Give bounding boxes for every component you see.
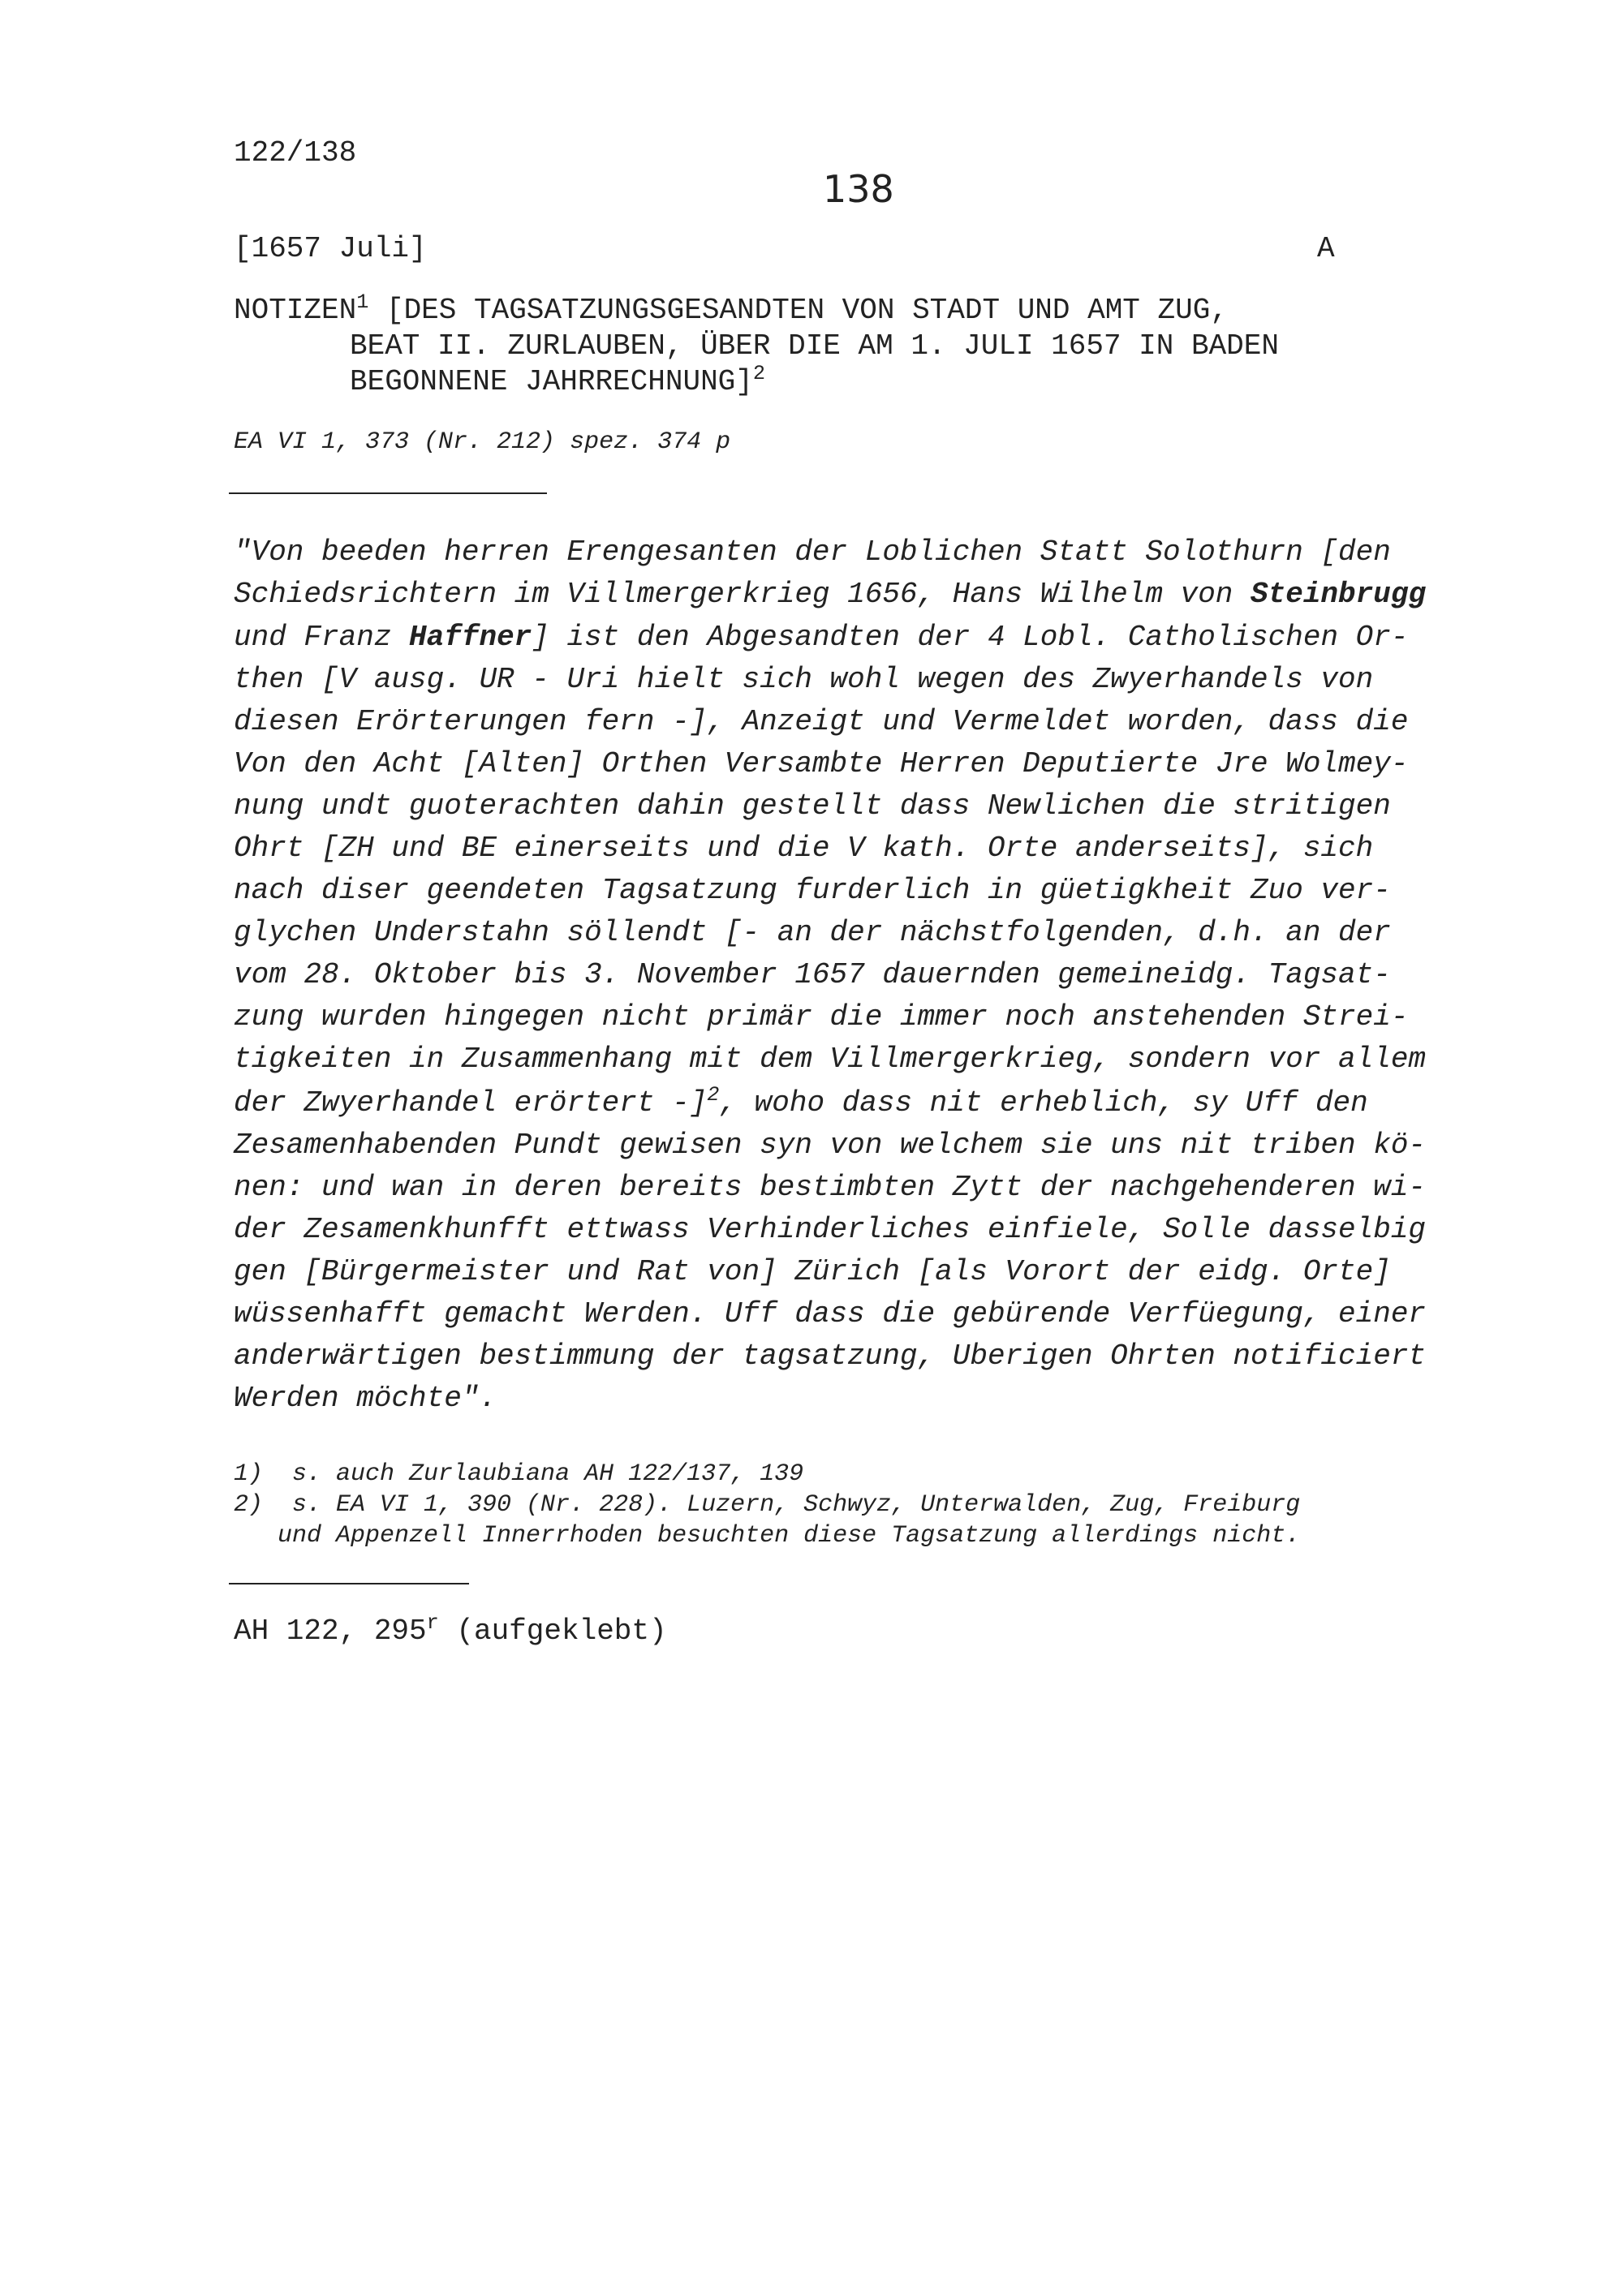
- body-line: wüssenhafft gemacht Werden. Uff dass die gebürende Verfüegung, einer: [234, 1297, 1427, 1331]
- title-line-3: [350, 362, 766, 398]
- footnote-2-continuation: und Appenzell Innerrhoden besuchten diese Tagsatzung allerdings nicht.: [278, 1522, 1301, 1550]
- footnote-2: 2) s. EA VI 1, 390 (Nr. 228). Luzern, Schwyz, Unterwalden, Zug, Freiburg: [234, 1491, 1301, 1519]
- title-line-2: BEAT II. ZURLAUBEN, ÜBER DIE AM 1. JULI 1657 IN BADEN: [350, 329, 1279, 363]
- divider: [229, 1583, 469, 1584]
- title-text: [DES TAGSATZUNGSGESANDTEN VON STADT UND AMT ZUG,: [368, 294, 1228, 327]
- body-line: then [V ausg. UR - Uri hielt sich wohl wegen des Zwyerhandels von: [234, 663, 1374, 696]
- body-line: nung undt guoterachten dahin gestellt dass Newlichen die stritigen: [234, 789, 1391, 823]
- body-line: nach diser geendeten Tagsatzung furderlich in güetigkheit Zuo ver-: [234, 874, 1391, 907]
- body-line: vom 28. Oktober bis 3. November 1657 dauernden gemeineidg. Tagsat-: [234, 958, 1391, 991]
- body-line: Schiedsrichtern im Villmergerkrieg 1656, Hans Wilhelm von Steinbrugg: [234, 578, 1427, 611]
- body-line: tigkeiten in Zusammenhang mit dem Villmergerkrieg, sondern vor allem: [234, 1043, 1427, 1076]
- source-citation: EA VI 1, 373 (Nr. 212) spez. 374 p: [234, 428, 731, 456]
- body-line: Von den Acht [Alten] Orthen Versambte Herren Deputierte Jre Wolmey-: [234, 747, 1409, 780]
- title-text: NOTIZEN: [234, 294, 357, 327]
- body-line: gen [Bürgermeister und Rat von] Zürich [als Vorort der eidg. Orte]: [234, 1255, 1391, 1288]
- title-text: BEGONNENE JAHRRECHNUNG]: [350, 365, 753, 398]
- body-line: und Franz Haffner] ist den Abgesandten der 4 Lobl. Catholischen Or-: [234, 621, 1409, 654]
- body-line: zung wurden hingegen nicht primär die immer noch anstehenden Strei-: [234, 1000, 1409, 1034]
- body-line: "Von beeden herren Erengesanten der Loblichen Statt Solothurn [den: [234, 535, 1391, 569]
- body-line: Zesamenhabenden Pundt gewisen syn von welchem sie uns nit triben kö-: [234, 1129, 1427, 1162]
- footnote-ref-2: 2: [707, 1083, 720, 1107]
- footnote-ref-2: 2: [752, 362, 766, 385]
- body-line: anderwärtigen bestimmung der tagsatzung, Uberigen Ohrten notificiert: [234, 1339, 1427, 1373]
- body-line: Ohrt [ZH und BE einerseits und die V kath. Orte anderseits], sich: [234, 832, 1374, 865]
- superscript-recto: r: [426, 1611, 439, 1635]
- archive-reference: AH 122, 295$^r$ (aufgeklebt): [234, 1611, 667, 1648]
- document-date: [1657 Juli]: [234, 232, 427, 265]
- footnote-1: 1) s. auch Zurlaubiana AH 122/137, 139: [234, 1460, 804, 1488]
- bold-name-haffner: Haffner: [409, 621, 532, 654]
- body-line: der Zwyerhandel erörtert -]$^2$, woho dass nit erheblich, sy Uff den: [234, 1083, 1368, 1120]
- document-code: A: [1317, 232, 1335, 265]
- divider: [229, 492, 547, 494]
- body-line: nen: und wan in deren bereits bestimbten Zytt der nachgehenderen wi-: [234, 1171, 1427, 1204]
- bold-name-steinbrugg: Steinbrugg: [1251, 578, 1427, 611]
- body-line: der Zesamenkhunfft ettwass Verhinderliches einfiele, Solle dasselbig: [234, 1213, 1427, 1246]
- document-number: 138: [823, 167, 894, 211]
- body-line: diesen Erörterungen fern -], Anzeigt und Vermeldet worden, dass die: [234, 705, 1409, 738]
- title-line-1: [234, 290, 1228, 327]
- footnote-ref-1: 1: [356, 290, 369, 314]
- body-line: Werden möchte".: [234, 1382, 497, 1415]
- body-line: glychen Understahn söllendt [- an der nächstfolgenden, d.h. an der: [234, 916, 1391, 949]
- document-reference: 122/138: [234, 136, 357, 170]
